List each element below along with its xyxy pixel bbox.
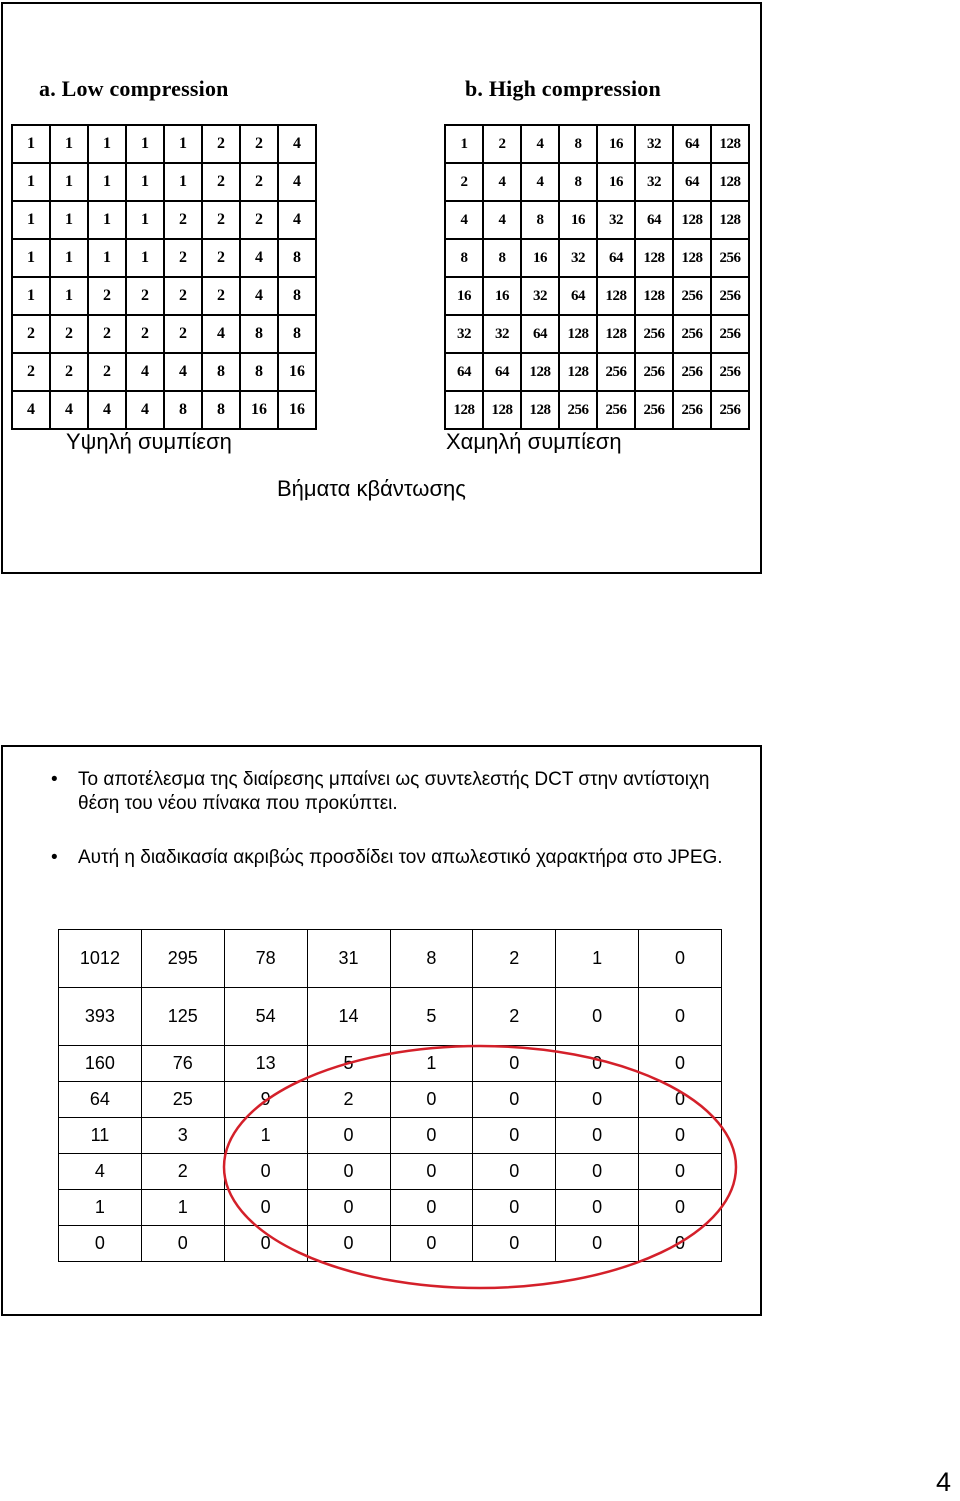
table-row: [445, 239, 749, 277]
table-cell: 2: [240, 201, 278, 239]
bullet-list: [48, 768, 728, 900]
table-cell: 16: [278, 353, 316, 391]
table-cell: 0: [556, 1154, 639, 1190]
table-cell: 16: [483, 277, 521, 315]
table-cell: 0: [556, 988, 639, 1046]
table-cell: 2: [88, 315, 126, 353]
table-cell: 2: [164, 277, 202, 315]
table-cell: 1: [12, 163, 50, 201]
table-cell: 256: [711, 239, 749, 277]
table-cell: 4: [59, 1154, 142, 1190]
table-cell: 1: [50, 201, 88, 239]
table-cell: 4: [445, 201, 483, 239]
table-cell: 2: [88, 277, 126, 315]
table-cell: 1: [12, 125, 50, 163]
high-compression-quantization-table: [444, 124, 750, 430]
table-cell: 128: [445, 391, 483, 429]
table-cell: 0: [307, 1154, 390, 1190]
table-cell: 32: [445, 315, 483, 353]
table-row: [12, 353, 316, 391]
table-cell: 2: [164, 201, 202, 239]
table-cell: 128: [559, 315, 597, 353]
table-cell: 128: [711, 201, 749, 239]
table-cell: 4: [521, 125, 559, 163]
table-cell: 0: [390, 1190, 473, 1226]
table-cell: 8: [483, 239, 521, 277]
table-cell: 8: [521, 201, 559, 239]
table-cell: 128: [673, 201, 711, 239]
table-cell: 64: [597, 239, 635, 277]
table-row: [59, 988, 722, 1046]
table-cell: 128: [711, 163, 749, 201]
table-cell: 4: [126, 353, 164, 391]
table-row: [12, 125, 316, 163]
table-cell: 76: [141, 1046, 224, 1082]
table-cell: 8: [559, 163, 597, 201]
table-cell: 4: [12, 391, 50, 429]
table-cell: 256: [673, 315, 711, 353]
table-cell: 128: [521, 391, 559, 429]
table-cell: 64: [59, 1082, 142, 1118]
table-cell: 16: [240, 391, 278, 429]
table-cell: 1: [59, 1190, 142, 1226]
table-cell: 8: [445, 239, 483, 277]
table-cell: 1: [12, 239, 50, 277]
table-cell: 2: [12, 315, 50, 353]
table-cell: 2: [202, 239, 240, 277]
table-cell: 4: [202, 315, 240, 353]
page-number: 4: [936, 1467, 952, 1497]
table-row: [12, 391, 316, 429]
bullet-text: Το αποτέλεσμα της διαίρεσης μπαίνει ως συντελεστής DCT στην αντίστοιχη θέση του νέου πίνακα που προκύπτει.: [78, 769, 710, 814]
table-row: [445, 277, 749, 315]
table-cell: 0: [639, 1226, 722, 1262]
table-cell: 8: [240, 315, 278, 353]
table-cell: 2: [202, 277, 240, 315]
table-cell: 1: [12, 277, 50, 315]
table-cell: 1: [88, 125, 126, 163]
table-cell: 128: [635, 277, 673, 315]
table-cell: 256: [597, 391, 635, 429]
table-row: [59, 930, 722, 988]
table-cell: 25: [141, 1082, 224, 1118]
table-cell: 1: [88, 201, 126, 239]
table-cell: 0: [639, 988, 722, 1046]
table-row: [445, 201, 749, 239]
table-row: [12, 315, 316, 353]
table-cell: 2: [483, 125, 521, 163]
table-cell: 125: [141, 988, 224, 1046]
table-row: [445, 163, 749, 201]
table-cell: 78: [224, 930, 307, 988]
table-cell: 128: [521, 353, 559, 391]
table-cell: 1: [126, 125, 164, 163]
table-cell: 128: [597, 277, 635, 315]
table-cell: 64: [673, 125, 711, 163]
table-cell: 16: [597, 163, 635, 201]
table-cell: 3: [141, 1118, 224, 1154]
table-cell: 0: [473, 1118, 556, 1154]
table-cell: 31: [307, 930, 390, 988]
table-cell: 256: [635, 391, 673, 429]
table-cell: 32: [483, 315, 521, 353]
table-cell: 8: [202, 391, 240, 429]
table-cell: 0: [556, 1046, 639, 1082]
table-cell: 8: [278, 277, 316, 315]
table-cell: 4: [240, 277, 278, 315]
table-cell: 0: [141, 1226, 224, 1262]
table-cell: 1: [126, 239, 164, 277]
table-cell: 0: [473, 1190, 556, 1226]
table-cell: 256: [635, 315, 673, 353]
table-row: [12, 163, 316, 201]
low-compression-quantization-table: [11, 124, 317, 430]
table-cell: 1: [164, 163, 202, 201]
high-compression-title: b. High compression: [465, 76, 661, 101]
table-cell: 1: [126, 201, 164, 239]
table-cell: 1: [445, 125, 483, 163]
table-cell: 32: [559, 239, 597, 277]
table-cell: 8: [390, 930, 473, 988]
table-cell: 1: [50, 163, 88, 201]
table-cell: 2: [240, 163, 278, 201]
table-row: [445, 391, 749, 429]
table-cell: 2: [126, 277, 164, 315]
table-cell: 256: [597, 353, 635, 391]
table-cell: 1: [12, 201, 50, 239]
table-cell: 2: [473, 988, 556, 1046]
table-cell: 8: [240, 353, 278, 391]
table-cell: 16: [597, 125, 635, 163]
table-cell: 64: [445, 353, 483, 391]
table-cell: 0: [556, 1226, 639, 1262]
table-cell: 4: [483, 163, 521, 201]
table-cell: 0: [639, 1082, 722, 1118]
table-cell: 5: [307, 1046, 390, 1082]
table-cell: 128: [673, 239, 711, 277]
table-cell: 64: [483, 353, 521, 391]
table-cell: 2: [50, 315, 88, 353]
bullet-symbol: •: [51, 769, 58, 790]
table-cell: 0: [639, 1046, 722, 1082]
caption-low-compression: Χαμηλή συμπίεση: [446, 429, 622, 454]
table-cell: 0: [224, 1190, 307, 1226]
table-cell: 0: [556, 1118, 639, 1154]
table-cell: 2: [164, 239, 202, 277]
bullet-symbol: •: [51, 847, 58, 868]
table-cell: 0: [390, 1118, 473, 1154]
table-cell: 2: [202, 125, 240, 163]
table-cell: 0: [390, 1154, 473, 1190]
table-cell: 64: [673, 163, 711, 201]
table-cell: 256: [711, 277, 749, 315]
bullet-item: [48, 846, 728, 870]
table-cell: 4: [521, 163, 559, 201]
table-cell: 1: [50, 277, 88, 315]
table-cell: 0: [473, 1082, 556, 1118]
table-cell: 2: [307, 1082, 390, 1118]
table-cell: 4: [240, 239, 278, 277]
table-cell: 256: [711, 353, 749, 391]
table-cell: 2: [50, 353, 88, 391]
table-cell: 9: [224, 1082, 307, 1118]
table-cell: 4: [88, 391, 126, 429]
caption-quantization-steps: Βήματα κβάντωσης: [277, 476, 466, 501]
top-slide: [1, 2, 762, 574]
table-cell: 2: [473, 930, 556, 988]
table-cell: 32: [635, 163, 673, 201]
table-cell: 1: [164, 125, 202, 163]
table-cell: 16: [445, 277, 483, 315]
table-cell: 4: [278, 163, 316, 201]
table-cell: 32: [521, 277, 559, 315]
table-cell: 4: [483, 201, 521, 239]
table-cell: 2: [88, 353, 126, 391]
table-cell: 128: [635, 239, 673, 277]
table-cell: 2: [202, 201, 240, 239]
table-cell: 64: [559, 277, 597, 315]
table-cell: 8: [278, 239, 316, 277]
table-cell: 128: [711, 125, 749, 163]
table-cell: 1: [390, 1046, 473, 1082]
table-cell: 0: [556, 1190, 639, 1226]
table-cell: 0: [473, 1226, 556, 1262]
table-cell: 1: [88, 239, 126, 277]
table-cell: 16: [278, 391, 316, 429]
table-cell: 4: [278, 201, 316, 239]
table-cell: 256: [635, 353, 673, 391]
table-cell: 8: [202, 353, 240, 391]
table-cell: 0: [556, 1082, 639, 1118]
table-cell: 256: [673, 277, 711, 315]
table-row: [12, 277, 316, 315]
table-cell: 0: [224, 1154, 307, 1190]
table-cell: 295: [141, 930, 224, 988]
zero-coefficients-highlight-ellipse: [220, 1042, 740, 1292]
table-cell: 128: [483, 391, 521, 429]
table-cell: 2: [164, 315, 202, 353]
table-cell: 2: [240, 125, 278, 163]
table-cell: 128: [597, 315, 635, 353]
table-cell: 0: [639, 1190, 722, 1226]
table-cell: 0: [473, 1154, 556, 1190]
table-cell: 2: [12, 353, 50, 391]
table-cell: 0: [390, 1226, 473, 1262]
table-cell: 393: [59, 988, 142, 1046]
table-cell: 64: [521, 315, 559, 353]
table-cell: 0: [639, 1154, 722, 1190]
table-row: [445, 125, 749, 163]
table-cell: 14: [307, 988, 390, 1046]
table-cell: 1: [556, 930, 639, 988]
table-cell: 1: [224, 1118, 307, 1154]
table-cell: 64: [635, 201, 673, 239]
table-cell: 16: [559, 201, 597, 239]
caption-high-compression: Υψηλή συμπίεση: [66, 429, 232, 454]
table-cell: 8: [559, 125, 597, 163]
table-cell: 0: [639, 1118, 722, 1154]
table-cell: 1: [88, 163, 126, 201]
table-cell: 0: [224, 1226, 307, 1262]
table-cell: 2: [126, 315, 164, 353]
table-cell: 0: [307, 1226, 390, 1262]
table-cell: 5: [390, 988, 473, 1046]
table-cell: 1: [50, 125, 88, 163]
table-cell: 128: [559, 353, 597, 391]
table-cell: 2: [445, 163, 483, 201]
table-cell: 2: [202, 163, 240, 201]
table-cell: 13: [224, 1046, 307, 1082]
table-cell: 1: [126, 163, 164, 201]
table-cell: 0: [307, 1190, 390, 1226]
table-cell: 32: [635, 125, 673, 163]
table-cell: 11: [59, 1118, 142, 1154]
table-row: [445, 315, 749, 353]
table-cell: 0: [390, 1082, 473, 1118]
table-cell: 4: [164, 353, 202, 391]
table-cell: 1: [141, 1190, 224, 1226]
table-cell: 0: [307, 1118, 390, 1154]
bullet-text: Αυτή η διαδικασία ακριβώς προσδίδει τον απωλεστικό χαρακτήρα στο JPEG.: [78, 847, 723, 868]
table-row: [12, 201, 316, 239]
highlight-ellipse-shape: [224, 1046, 736, 1288]
table-cell: 256: [711, 315, 749, 353]
table-cell: 4: [50, 391, 88, 429]
table-cell: 2: [141, 1154, 224, 1190]
table-cell: 54: [224, 988, 307, 1046]
table-cell: 0: [59, 1226, 142, 1262]
table-cell: 8: [164, 391, 202, 429]
table-cell: 32: [597, 201, 635, 239]
table-cell: 160: [59, 1046, 142, 1082]
low-compression-title: a. Low compression: [39, 76, 229, 101]
table-cell: 0: [473, 1046, 556, 1082]
table-cell: 8: [278, 315, 316, 353]
table-row: [12, 239, 316, 277]
table-cell: 4: [278, 125, 316, 163]
table-cell: 256: [711, 391, 749, 429]
table-cell: 256: [673, 391, 711, 429]
table-row: [445, 353, 749, 391]
table-cell: 4: [126, 391, 164, 429]
table-cell: 256: [673, 353, 711, 391]
table-cell: 0: [639, 930, 722, 988]
table-cell: 256: [559, 391, 597, 429]
table-cell: 16: [521, 239, 559, 277]
bullet-item: [48, 768, 728, 816]
table-cell: 1012: [59, 930, 142, 988]
table-cell: 1: [50, 239, 88, 277]
